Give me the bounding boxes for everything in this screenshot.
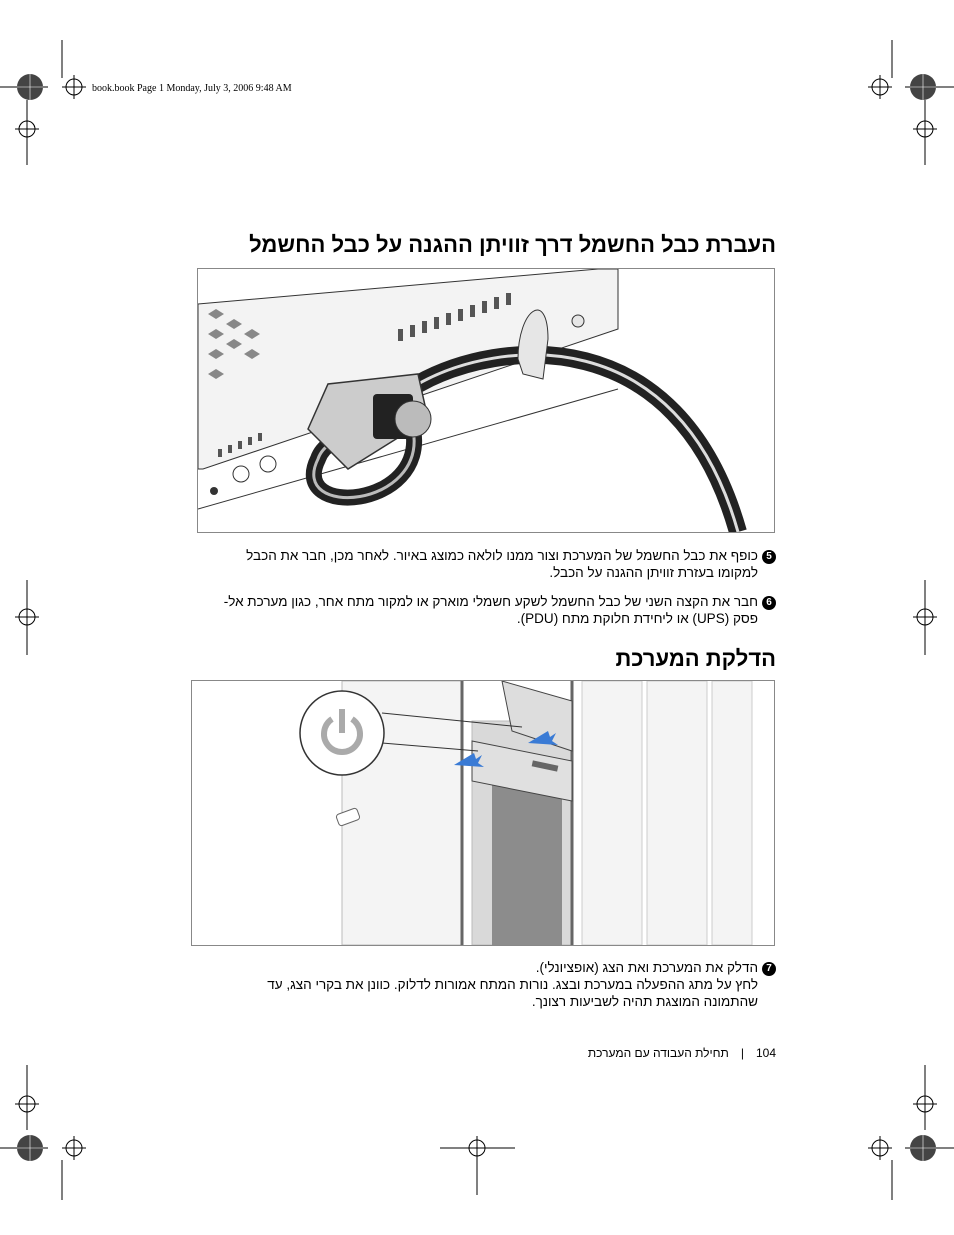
step-6 [176, 593, 776, 627]
figure-power-on [191, 680, 775, 946]
section-title-power-on: הדלקת המערכת [615, 646, 776, 671]
step-number: 6 [762, 596, 776, 610]
footer-separator: | [740, 1046, 744, 1060]
power-button-illustration [192, 681, 774, 945]
section-title-cable-routing: העברת כבל החשמל דרך זוויתן ההגנה על כבל החשמל [249, 232, 776, 257]
step-text: שהתמונה המוצגת תהיה לשביעות רצונך. [531, 994, 758, 1009]
print-header: book.book Page 1 Monday, July 3, 2006 9:48 AM [92, 83, 292, 94]
step-5 [196, 547, 776, 581]
power-cable-illustration [198, 269, 774, 532]
step-text: הדלק את המערכת ואת הצג (אופציונלי). [535, 960, 758, 975]
page-footer [588, 1046, 776, 1060]
step-text: חבר את הקצה השני של כבל החשמל לשקע חשמלי מוארק או למקור מתח אחר, כגון מערכת אל- [223, 594, 758, 609]
figure-power-cable [197, 268, 775, 533]
page-number: 104 [755, 1046, 776, 1060]
step-text: לחץ על מתג ההפעלה במערכת ובצג. נורות המתח אמורות לדלוק. כוונן את בקרי הצג, עד [267, 977, 758, 992]
step-text: למקומו בעזרת זוויתן ההגנה על הכבל. [549, 565, 758, 580]
step-text: פסק (UPS) או ליחידת חלוקת מתח (PDU). [516, 611, 758, 626]
step-text: כופף את כבל החשמל של המערכת וצור ממנו לולאה כמוצג באיור. לאחר מכן, חבר את הכבל [246, 548, 758, 563]
step-7 [196, 959, 776, 1010]
step-number: 7 [762, 962, 776, 976]
running-title: תחילת העבודה עם המערכת [587, 1046, 729, 1060]
step-number: 5 [762, 550, 776, 564]
